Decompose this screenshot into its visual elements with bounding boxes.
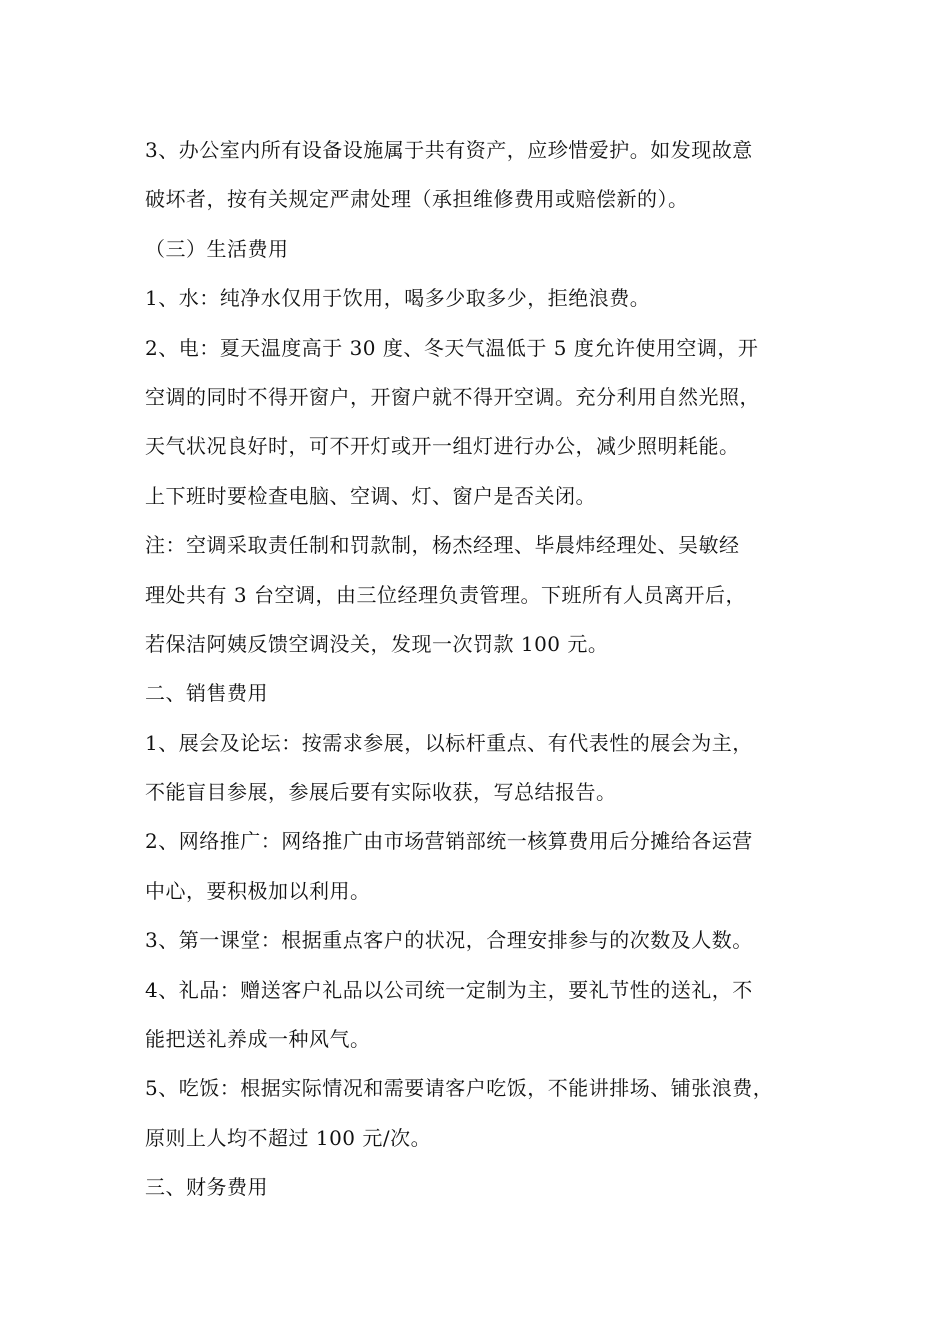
paragraph-line: 3、办公室内所有设备设施属于共有资产，应珍惜爱护。如发现故意 [145, 138, 753, 162]
paragraph-line: 4、礼品：赠送客户礼品以公司统一定制为主，要礼节性的送礼，不 [145, 977, 753, 1002]
paragraph-line: 上下班时要检查电脑、空调、灯、窗户是否关闭。 [145, 483, 596, 508]
paragraph-line: 中心，要积极加以利用。 [145, 878, 371, 903]
paragraph-line: 原则上人均不超过 100 元/次。 [145, 1125, 432, 1150]
note-line: 理处共有 3 台空调，由三位经理负责管理。下班所有人员离开后， [145, 582, 746, 607]
paragraph-line: 能把送礼养成一种风气。 [145, 1027, 371, 1052]
paragraph-line: 2、网络推广：网络推广由市场营销部统一核算费用后分摊给各运营 [145, 829, 753, 854]
paragraph-line: 1、水：纯净水仅用于饮用，喝多少取多少，拒绝浪费。 [145, 286, 651, 311]
paragraph-line: 3、第一课堂：根据重点客户的状况，合理安排参与的次数及人数。 [145, 928, 753, 953]
document-body [145, 132, 825, 1219]
paragraph-line: 空调的同时不得开窗户，开窗户就不得开空调。充分利用自然光照， [145, 384, 760, 409]
note-line: 若保洁阿姨反馈空调没关，发现一次罚款 100 元。 [145, 631, 609, 656]
paragraph-line: 5、吃饭：根据实际情况和需要请客户吃饭，不能讲排场、铺张浪费， [145, 1076, 774, 1101]
paragraph-line: 天气状况良好时，可不开灯或开一组灯进行办公，减少照明耗能。 [145, 434, 740, 459]
paragraph-line: 不能盲目参展，参展后要有实际收获，写总结报告。 [145, 780, 617, 805]
section-heading: 二、销售费用 [145, 681, 268, 706]
section-heading: （三）生活费用 [145, 236, 289, 261]
note-line: 注：空调采取责任制和罚款制，杨杰经理、毕晨炜经理处、吴敏经 [145, 533, 740, 558]
paragraph-line: 2、电：夏天温度高于 30 度、冬天气温低于 5 度允许使用空调，开 [145, 335, 759, 360]
paragraph-line: 1、展会及论坛：按需求参展，以标杆重点、有代表性的展会为主， [145, 730, 753, 755]
paragraph-line: 破坏者，按有关规定严肃处理（承担维修费用或赔偿新的）。 [145, 187, 689, 212]
section-heading: 三、财务费用 [145, 1175, 268, 1200]
